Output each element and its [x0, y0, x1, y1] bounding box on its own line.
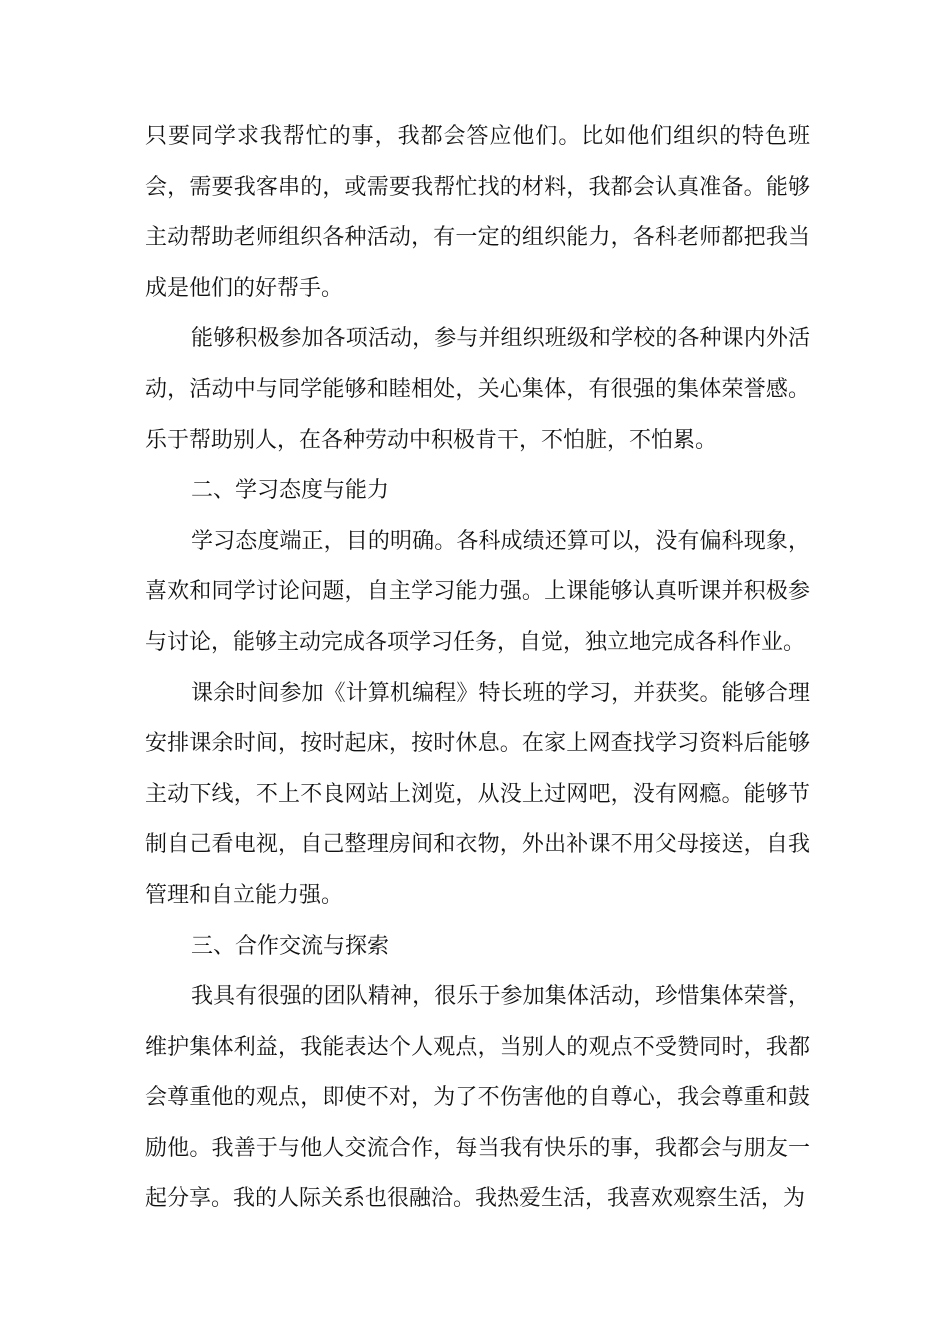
section-heading-study: 二、学习态度与能力 — [191, 478, 390, 504]
paragraph-activities: 能够积极参加各项活动，参与并组织班级和学校的各种课内外活动，活动中与同学能够和睦相处，关心集体，有很强的集体荣誉感。乐于帮助别人，在各种劳动中积极肯干，不怕脏，不怕累。 — [145, 326, 810, 453]
paragraph-help-classmates: 只要同学求我帮忙的事，我都会答应他们。比如他们组织的特色班会，需要我客串的，或需要我帮忙找的材料，我都会认真准备。能够主动帮助老师组织各种活动，有一定的组织能力，各科老师都把我当成是他们的好帮手。 — [145, 124, 810, 301]
paragraph-study-attitude: 学习态度端正，目的明确。各科成绩还算可以，没有偏科现象，喜欢和同学讨论问题，自主学习能力强。上课能够认真听课并积极参与讨论，能够主动完成各项学习任务，自觉，独立地完成各科作业。 — [145, 528, 810, 655]
paragraph-teamwork: 我具有很强的团队精神，很乐于参加集体活动，珍惜集体荣誉，维护集体利益，我能表达个人观点，当别人的观点不受赞同时，我都会尊重他的观点，即使不对，为了不伤害他的自尊心，我会尊重和鼓励他。我善于与他人交流合作，每当我有快乐的事，我都会与朋友一起分享。我的人际关系也很融洽。我热爱生活，我喜欢观察生活，为 — [145, 984, 810, 1212]
document-body — [145, 112, 810, 1225]
section-heading-cooperation: 三、合作交流与探索 — [191, 933, 390, 959]
paragraph-after-class: 课余时间参加《计算机编程》特长班的学习，并获奖。能够合理安排课余时间，按时起床，按时休息。在家上网查找学习资料后能够主动下线，不上不良网站上浏览，从没上过网吧，没有网瘾。能够节制自己看电视，自己整理房间和衣物，外出补课不用父母接送，自我管理和自立能力强。 — [145, 680, 810, 908]
